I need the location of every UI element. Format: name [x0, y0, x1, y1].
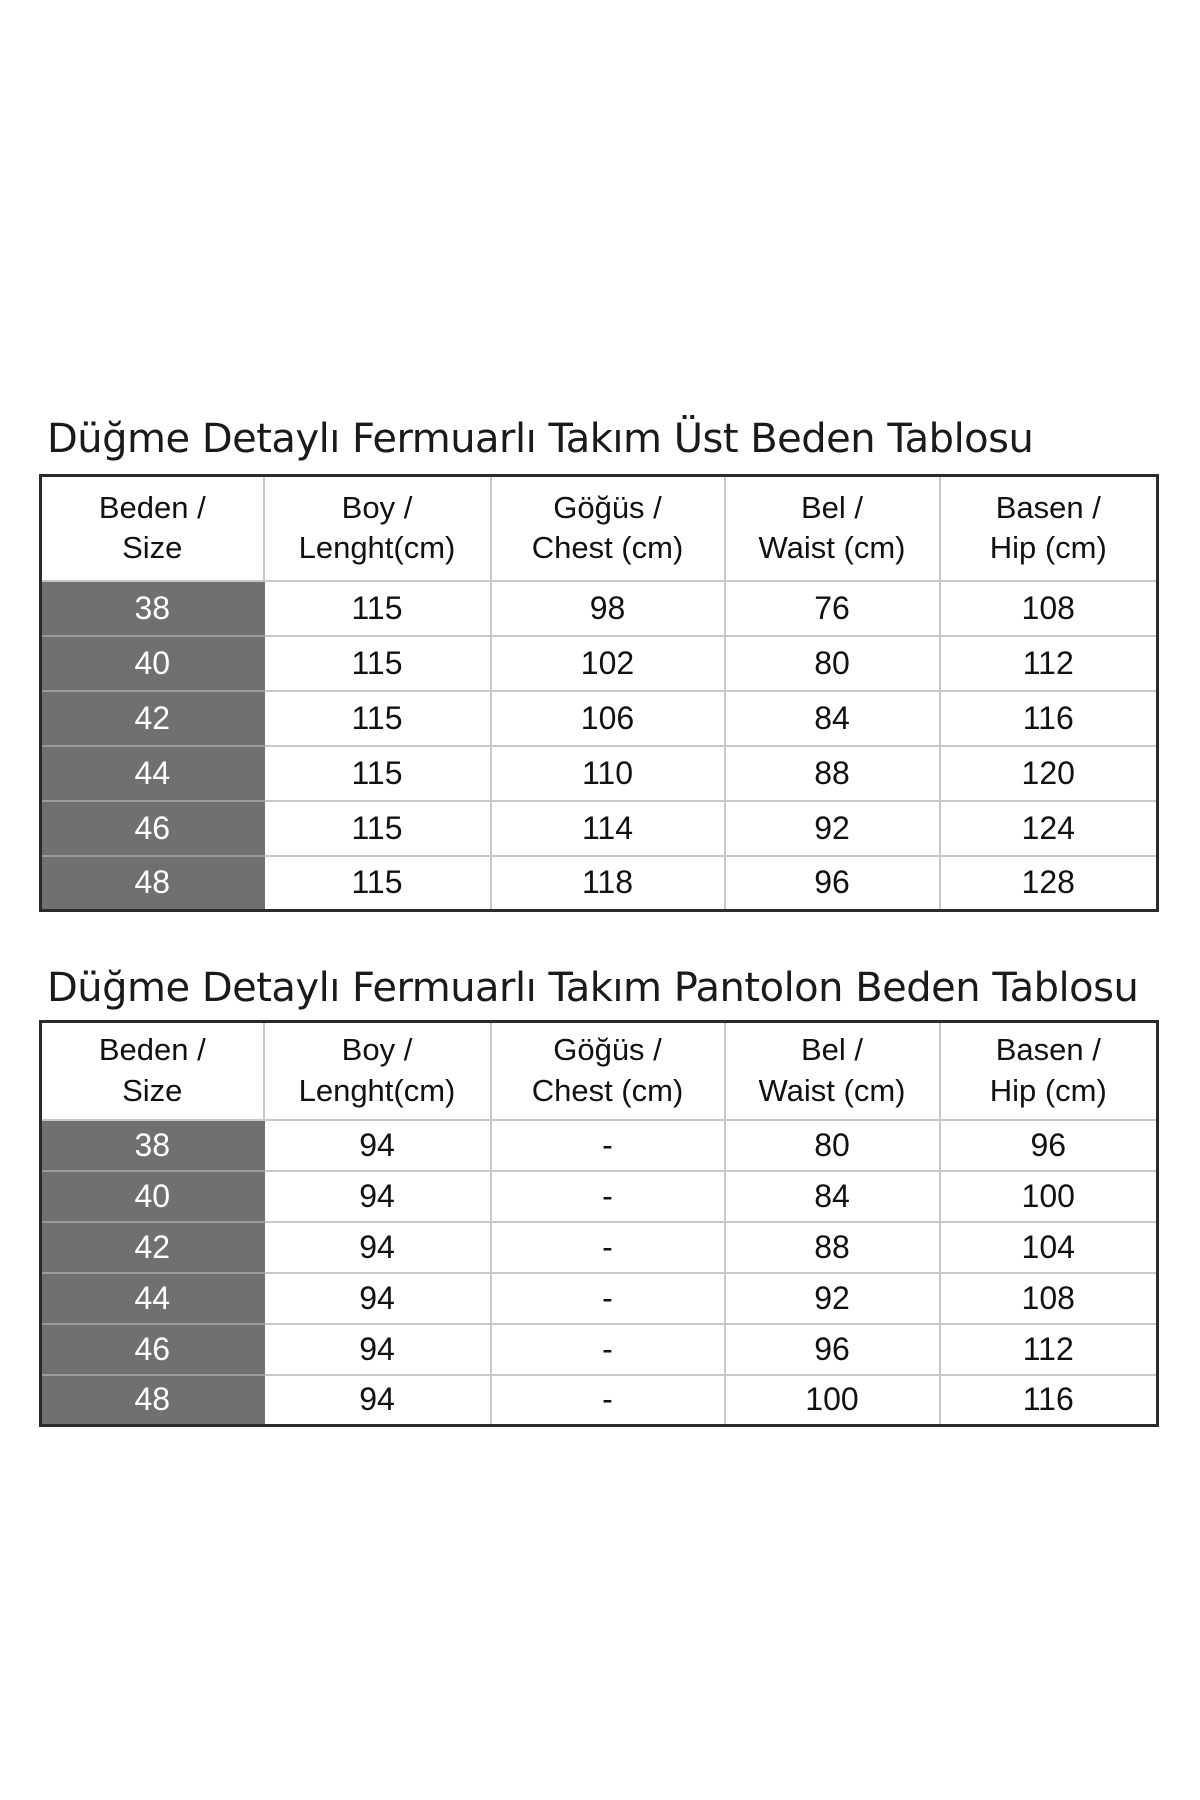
chest-cell: - [491, 1171, 725, 1222]
table-row [41, 1324, 1158, 1375]
waist-cell: 88 [725, 746, 940, 801]
chest-cell: - [491, 1222, 725, 1273]
hip-cell: 120 [940, 746, 1158, 801]
header-waist: Bel / Waist (cm) [725, 1022, 940, 1120]
length-cell: 115 [264, 801, 491, 856]
size-cell: 48 [41, 1375, 264, 1426]
header-size: Beden / Size [41, 1022, 264, 1120]
chest-cell: - [491, 1120, 725, 1171]
header-size: Beden / Size [41, 476, 264, 581]
header-waist: Bel / Waist (cm) [725, 476, 940, 581]
length-cell: 115 [264, 746, 491, 801]
waist-cell: 96 [725, 856, 940, 911]
hip-cell: 112 [940, 636, 1158, 691]
header-chest: Göğüs / Chest (cm) [491, 476, 725, 581]
length-cell: 94 [264, 1273, 491, 1324]
table-row [41, 581, 1158, 636]
table-row [41, 1222, 1158, 1273]
table-header-row [41, 1022, 1158, 1120]
upper-size-chart-title: Düğme Detaylı Fermuarlı Takım Üst Beden Tablosu [47, 416, 1034, 462]
chest-cell: 98 [491, 581, 725, 636]
hip-cell: 116 [940, 1375, 1158, 1426]
table-row [41, 1171, 1158, 1222]
table-header-row [41, 476, 1158, 581]
table-row [41, 1120, 1158, 1171]
length-cell: 94 [264, 1120, 491, 1171]
chest-cell: - [491, 1324, 725, 1375]
waist-cell: 92 [725, 801, 940, 856]
size-cell: 38 [41, 1120, 264, 1171]
waist-cell: 96 [725, 1324, 940, 1375]
length-cell: 94 [264, 1375, 491, 1426]
table-row [41, 746, 1158, 801]
header-chest: Göğüs / Chest (cm) [491, 1022, 725, 1120]
size-cell: 46 [41, 1324, 264, 1375]
chest-cell: - [491, 1273, 725, 1324]
size-cell: 48 [41, 856, 264, 911]
table-row [41, 1273, 1158, 1324]
waist-cell: 80 [725, 636, 940, 691]
chest-cell: - [491, 1375, 725, 1426]
waist-cell: 84 [725, 1171, 940, 1222]
chest-cell: 106 [491, 691, 725, 746]
hip-cell: 100 [940, 1171, 1158, 1222]
chest-cell: 118 [491, 856, 725, 911]
size-cell: 46 [41, 801, 264, 856]
table-row [41, 636, 1158, 691]
header-hip: Basen / Hip (cm) [940, 1022, 1158, 1120]
table-row [41, 856, 1158, 911]
upper-size-chart-table [39, 474, 1159, 912]
chest-cell: 114 [491, 801, 725, 856]
trousers-size-chart-table [39, 1020, 1159, 1427]
size-cell: 44 [41, 746, 264, 801]
waist-cell: 88 [725, 1222, 940, 1273]
waist-cell: 84 [725, 691, 940, 746]
length-cell: 115 [264, 581, 491, 636]
header-hip: Basen / Hip (cm) [940, 476, 1158, 581]
length-cell: 94 [264, 1222, 491, 1273]
hip-cell: 104 [940, 1222, 1158, 1273]
hip-cell: 128 [940, 856, 1158, 911]
table-row [41, 1375, 1158, 1426]
waist-cell: 80 [725, 1120, 940, 1171]
chest-cell: 110 [491, 746, 725, 801]
length-cell: 94 [264, 1324, 491, 1375]
waist-cell: 76 [725, 581, 940, 636]
header-length: Boy / Lenght(cm) [264, 1022, 491, 1120]
waist-cell: 100 [725, 1375, 940, 1426]
hip-cell: 108 [940, 581, 1158, 636]
length-cell: 94 [264, 1171, 491, 1222]
hip-cell: 124 [940, 801, 1158, 856]
length-cell: 115 [264, 856, 491, 911]
size-cell: 40 [41, 1171, 264, 1222]
size-cell: 44 [41, 1273, 264, 1324]
length-cell: 115 [264, 636, 491, 691]
hip-cell: 116 [940, 691, 1158, 746]
size-cell: 42 [41, 1222, 264, 1273]
size-cell: 42 [41, 691, 264, 746]
hip-cell: 96 [940, 1120, 1158, 1171]
trousers-size-chart-title: Düğme Detaylı Fermuarlı Takım Pantolon Beden Tablosu [47, 965, 1139, 1011]
hip-cell: 108 [940, 1273, 1158, 1324]
chest-cell: 102 [491, 636, 725, 691]
table-row [41, 801, 1158, 856]
waist-cell: 92 [725, 1273, 940, 1324]
length-cell: 115 [264, 691, 491, 746]
size-cell: 38 [41, 581, 264, 636]
hip-cell: 112 [940, 1324, 1158, 1375]
size-cell: 40 [41, 636, 264, 691]
header-length: Boy / Lenght(cm) [264, 476, 491, 581]
table-row [41, 691, 1158, 746]
